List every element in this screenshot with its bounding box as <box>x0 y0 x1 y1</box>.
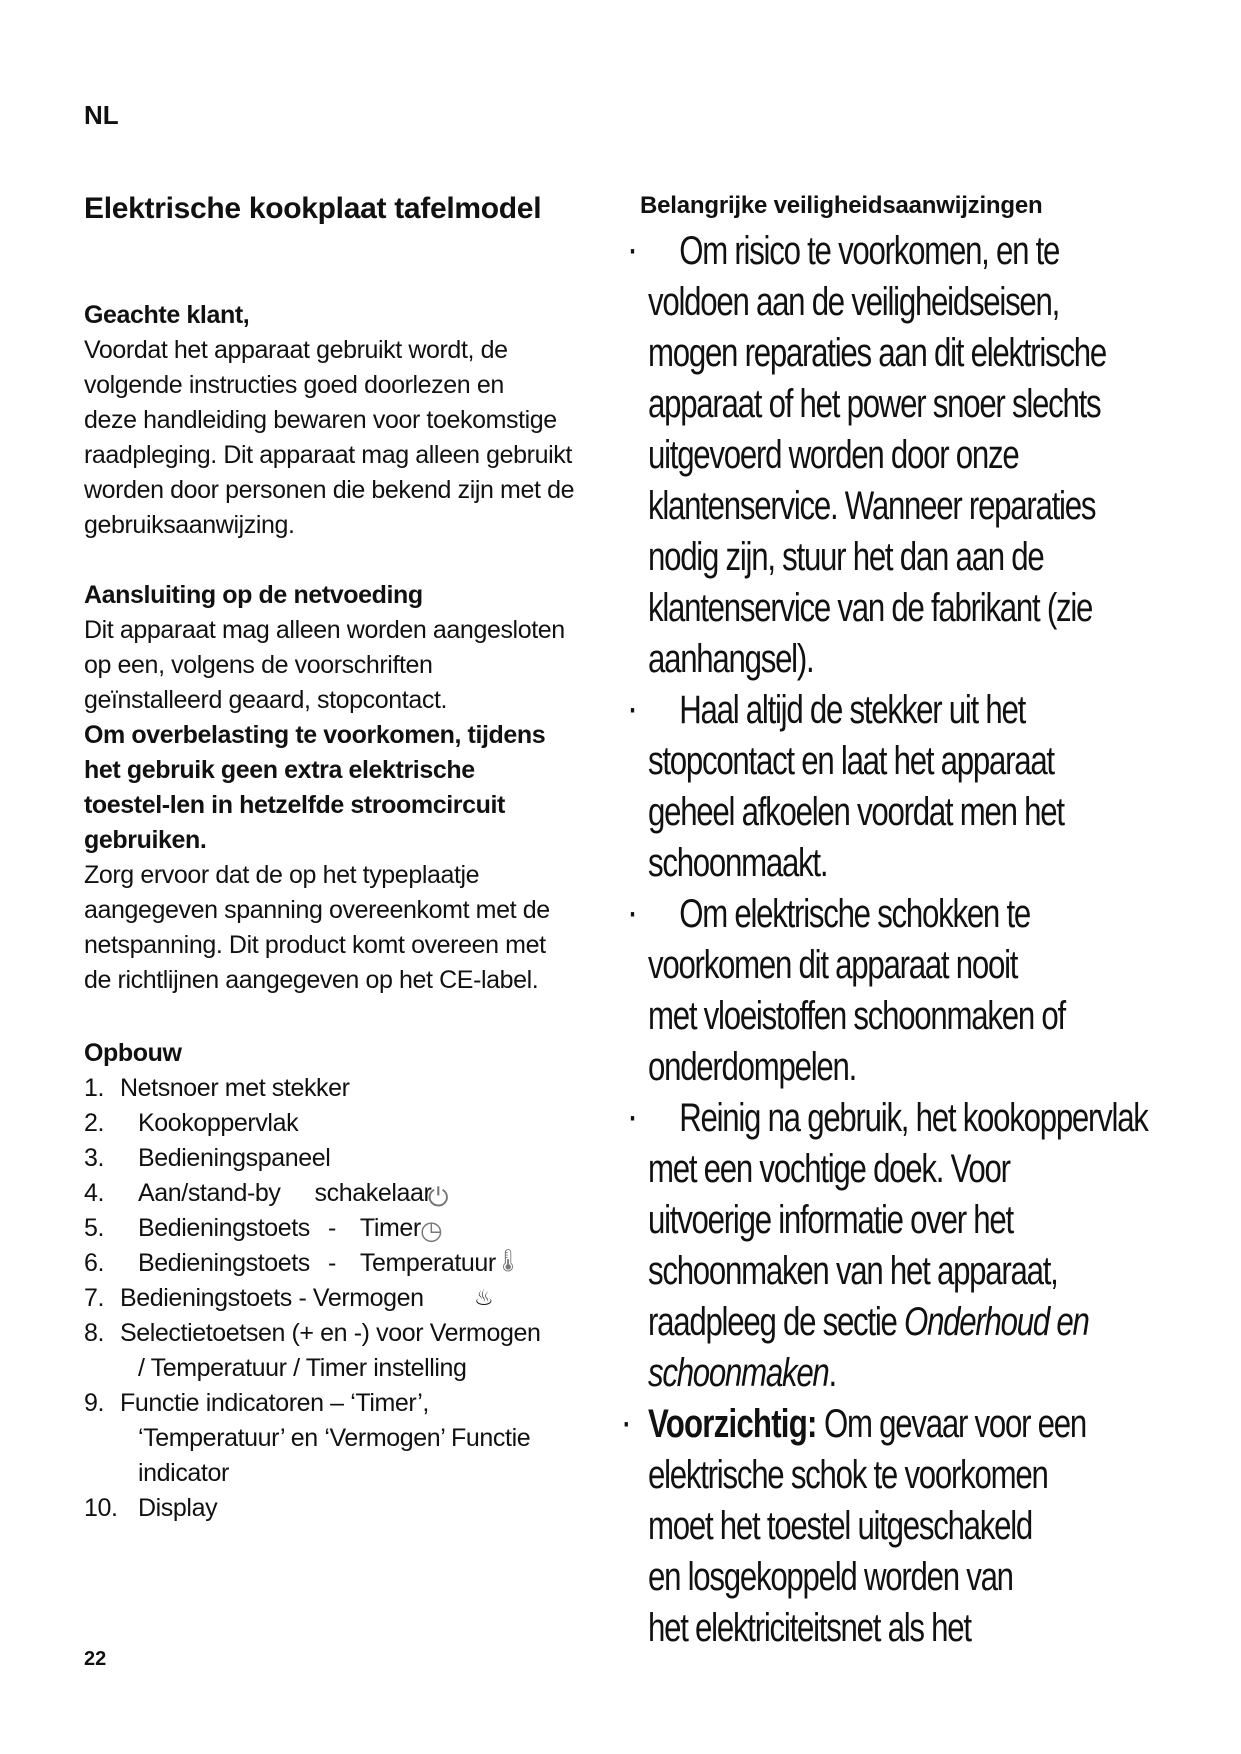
safety-line: stopcontact en laat het apparaat <box>648 739 1054 783</box>
item-number: 3. <box>84 1144 105 1172</box>
item-number: 8. <box>84 1319 105 1347</box>
connection-line: aangegeven spanning overeenkomt met de <box>84 896 550 924</box>
connection-line: geïnstalleerd geaard, stopcontact. <box>84 686 448 714</box>
item-continuation: ‘Temperatuur’ en ‘Vermogen’ Functie <box>138 1424 531 1452</box>
list-item <box>84 1316 624 1386</box>
intro-section <box>84 298 624 543</box>
safety-line: en losgekoppeld worden van <box>648 1555 1013 1599</box>
connection-line: netspanning. Dit product komt overeen met <box>84 931 546 959</box>
safety-line: schoonmaakt. <box>648 841 828 885</box>
safety-line: voldoen aan de veiligheidseisen, <box>648 280 1060 324</box>
list-item <box>84 1106 624 1141</box>
item-text: Bedieningstoets - Vermogen <box>120 1284 424 1312</box>
safety-line: klantenservice van de fabrikant (zie <box>648 586 1093 630</box>
item-text: Functie indicatoren – ‘Timer’, <box>120 1389 429 1417</box>
safety-line: het elektriciteitsnet als het <box>648 1606 971 1650</box>
page-number: 22 <box>84 1648 107 1670</box>
item-text: Netsnoer met stekker <box>120 1074 350 1102</box>
intro-line: gebruiksaanwijzing. <box>84 511 295 539</box>
bullet: · <box>629 898 636 931</box>
connection-warning-line: toestel-len in hetzelfde stroomcircuit <box>84 791 505 819</box>
item-text-2: Timer <box>359 1214 421 1242</box>
caution-label: Voorzichtig: <box>648 1402 817 1446</box>
intro-line: volgende instructies goed doorlezen en <box>84 371 504 399</box>
intro-heading: Geachte klant, <box>84 301 250 329</box>
bullet: · <box>629 1102 636 1135</box>
item-number: 6. <box>84 1249 105 1277</box>
item-continuation: indicator <box>138 1459 229 1487</box>
safety-line: raadpleeg de sectie Onderhoud en <box>648 1300 1089 1344</box>
list-item <box>84 1176 624 1211</box>
intro-line: deze handleiding bewaren voor toekomstige <box>84 406 557 434</box>
safety-line: uitvoerige informatie over het <box>648 1198 1013 1242</box>
safety-line: geheel afkoelen voordat men het <box>648 790 1064 834</box>
item-number: 2. <box>84 1109 105 1137</box>
flame-icon: ♨ <box>474 1285 494 1310</box>
item-text: Kookoppervlak <box>138 1109 299 1137</box>
list-item <box>84 1071 624 1106</box>
item-number: 1. <box>84 1074 105 1102</box>
item-text: Bedieningspaneel <box>138 1144 331 1172</box>
page-title: Elektrische kookplaat tafelmodel <box>84 192 542 225</box>
language-code: NL <box>84 100 119 130</box>
item-text-2: schakelaar <box>314 1179 432 1207</box>
bullet: · <box>629 235 636 268</box>
safety-line: onderdompelen. <box>648 1045 857 1089</box>
connection-line: Zorg ervoor dat de op het typeplaatje <box>84 861 480 889</box>
safety-line: moet het toestel uitgeschakeld <box>648 1504 1033 1548</box>
safety-line: elektrische schok te voorkomen <box>648 1453 1048 1497</box>
item-text: Selectietoetsen (+ en -) voor Vermogen <box>120 1319 541 1347</box>
item-number: 4. <box>84 1179 105 1207</box>
safety-item: · Haal altijd de stekker uit het <box>648 685 1225 736</box>
safety-line: aanhangsel). <box>648 637 814 681</box>
safety-item: · Reinig na gebruik, het kookoppervlak <box>648 1093 1225 1144</box>
item-dash: - <box>327 1214 336 1242</box>
item-number: 9. <box>84 1389 105 1417</box>
item-number: 10. <box>84 1494 118 1522</box>
safety-list <box>623 226 1225 1654</box>
list-item <box>84 1211 624 1246</box>
safety-line: schoonmaken. <box>648 1351 836 1395</box>
item-text: Aan/stand-by <box>138 1179 281 1207</box>
safety-item: · Om elektrische schokken te <box>648 889 1225 940</box>
connection-warning-line: het gebruik geen extra elektrische <box>84 756 475 784</box>
list-item <box>84 1491 624 1526</box>
connection-line: Dit apparaat mag alleen worden aangesloten <box>84 616 565 644</box>
safety-item: · Om risico te voorkomen, en te <box>648 226 1225 277</box>
item-number: 7. <box>84 1284 105 1312</box>
connection-heading: Aansluiting op de netvoeding <box>84 581 423 609</box>
connection-warning-line: gebruiken. <box>84 826 207 854</box>
connection-warning-line: Om overbelasting te voorkomen, tijdens <box>84 721 546 749</box>
construction-section <box>84 1036 624 1526</box>
safety-line: schoonmaken van het apparaat, <box>648 1249 1058 1293</box>
safety-line: nodig zijn, stuur het dan aan de <box>648 535 1044 579</box>
safety-section <box>623 226 1228 1654</box>
timer-icon: ◷ <box>420 1215 443 1245</box>
list-item <box>84 1281 624 1316</box>
item-text: Display <box>138 1494 218 1522</box>
thermometer-icon: 🌡 <box>494 1248 522 1273</box>
item-number: 5. <box>84 1214 105 1242</box>
item-continuation: / Temperatuur / Timer instelling <box>138 1354 467 1382</box>
safety-line: met vloeistoffen schoonmaken of <box>648 994 1065 1038</box>
item-dash: - <box>327 1249 336 1277</box>
safety-line: uitgevoerd worden door onze <box>648 433 1019 477</box>
list-item <box>84 1246 624 1281</box>
safety-item: · Voorzichtig: Om gevaar voor een <box>648 1399 1225 1450</box>
safety-line: mogen reparaties aan dit elektrische <box>648 331 1107 375</box>
item-text-2: Temperatuur <box>359 1249 496 1277</box>
intro-line: worden door personen die bekend zijn met de <box>84 476 575 504</box>
list-item <box>84 1386 624 1491</box>
bullet: · <box>629 694 636 727</box>
list-item <box>84 1141 624 1176</box>
safety-line: klantenservice. Wanneer reparaties <box>648 484 1096 528</box>
connection-line: op een, volgens de voorschriften <box>84 651 433 679</box>
safety-line: met een vochtige doek. Voor <box>648 1147 1010 1191</box>
bullet: · <box>623 1408 630 1441</box>
item-text: Bedieningstoets <box>138 1249 310 1277</box>
item-text: Bedieningstoets <box>138 1214 310 1242</box>
connection-section <box>84 578 624 998</box>
connection-line: de richtlijnen aangegeven op het CE-label. <box>84 966 539 994</box>
power-icon: ⏻ <box>428 1182 449 1212</box>
safety-line: voorkomen dit apparaat nooit <box>648 943 1018 987</box>
construction-heading: Opbouw <box>84 1039 182 1067</box>
parts-list <box>84 1071 624 1526</box>
section-reference: Onderhoud en <box>904 1300 1089 1344</box>
safety-line: apparaat of het power snoer slechts <box>648 382 1101 426</box>
section-reference: schoonmaken <box>648 1351 829 1395</box>
safety-heading: Belangrijke veiligheidsaanwijzingen <box>640 192 1043 219</box>
intro-line: raadpleging. Dit apparaat mag alleen gebruikt <box>84 441 572 469</box>
intro-line: Voordat het apparaat gebruikt wordt, de <box>84 336 508 364</box>
